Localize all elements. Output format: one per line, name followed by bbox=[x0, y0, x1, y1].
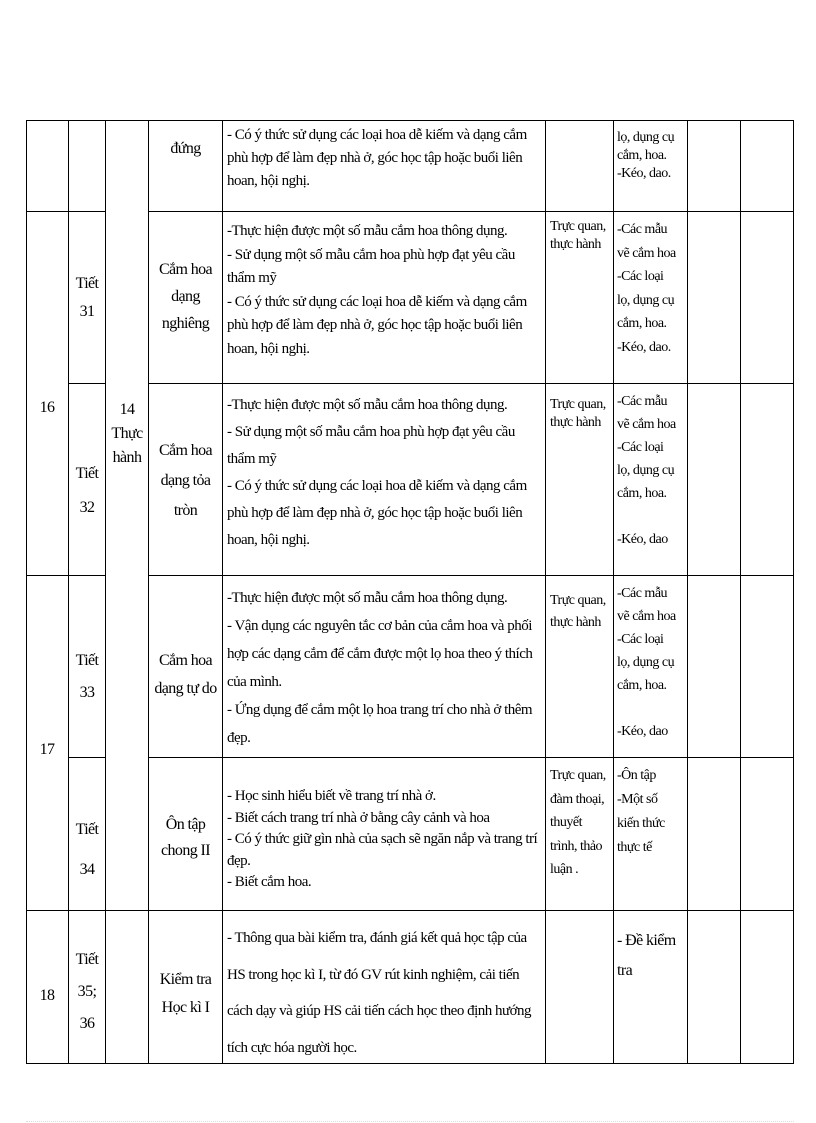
table-divider bbox=[545, 120, 546, 1064]
method-cell: Trực quan, thực hành bbox=[550, 593, 606, 630]
materials-cell: -Các mẫu vẽ cắm hoa -Các loại lọ, dụng cụ cắm, hoa. -Kéo, dao bbox=[617, 394, 676, 547]
table-divider bbox=[148, 211, 794, 212]
lesson-cell: Tiết 34 bbox=[75, 821, 99, 878]
content-cell: - Thông qua bài kiểm tra, đánh giá kết quả học tập của HS trong học kì I, từ đó GV rút kinh nghiệm, cải tiến cách dạy và giúp HS cải tiến cách học theo định hướng tích cực hóa người học. bbox=[227, 930, 532, 1056]
chapter-cell: 14 Thực hành bbox=[111, 401, 143, 466]
lesson-cell: Tiết 35; 36 bbox=[75, 951, 99, 1032]
table-divider bbox=[68, 120, 69, 1064]
topic-cell: Kiểm tra Học kì I bbox=[159, 971, 212, 1016]
content-cell: - Học sinh hiểu biết về trang trí nhà ở. - Biết cách trang trí nhà ở bằng cây cảnh và hoa - Có ý thức giữ gìn nhà của sạch sẽ ngăn nắp và trang trí đẹp. - Biết cắm hoa. bbox=[227, 788, 538, 890]
table-divider bbox=[26, 910, 794, 911]
materials-cell: - Đề kiểm tra bbox=[617, 932, 676, 979]
topic-cell: đứng bbox=[170, 140, 201, 157]
table-divider bbox=[222, 120, 223, 1064]
table-divider bbox=[613, 120, 614, 1064]
lesson-cell: Tiết 32 bbox=[75, 465, 99, 516]
materials-cell: -Các mẫu vẽ cắm hoa -Các loại lọ, dụng cụ cắm, hoa. -Kéo, dao. bbox=[617, 222, 676, 355]
topic-cell: Cắm hoa dạng tự do bbox=[154, 652, 217, 697]
content-cell: -Thực hiện được một số mẫu cắm hoa thông dụng. - Sử dụng một số mẫu cắm hoa phù hợp đạt yêu cầu thẩm mỹ - Có ý thức sử dụng các loại hoa dễ kiếm và dạng cắm phù hợp để làm đẹp nhà ở, góc học tập hoặc buổi liên hoan, hội nghị. bbox=[227, 223, 527, 357]
week-cell: 18 bbox=[39, 987, 55, 1004]
table-border bbox=[26, 120, 27, 1064]
page-bottom-rule bbox=[26, 1121, 794, 1122]
week-cell: 16 bbox=[39, 399, 55, 416]
topic-cell: Cắm hoa dạng tỏa tròn bbox=[158, 442, 213, 519]
table-border bbox=[793, 120, 794, 1064]
table-divider bbox=[148, 383, 794, 384]
lesson-cell: Tiết 31 bbox=[75, 275, 99, 320]
table-divider bbox=[148, 575, 794, 576]
topic-cell: Cắm hoa dạng nghiêng bbox=[158, 261, 213, 332]
materials-cell: -Ôn tập -Một số kiến thức thực tế bbox=[617, 768, 665, 855]
topic-cell: Ôn tập chong II bbox=[161, 816, 210, 859]
table-divider bbox=[26, 211, 105, 212]
method-cell: Trực quan, thực hành bbox=[550, 397, 606, 430]
table-divider bbox=[740, 120, 741, 1064]
table-border bbox=[26, 120, 794, 121]
content-cell: -Thực hiện được một số mẫu cắm hoa thông dụng. - Sử dụng một số mẫu cắm hoa phù hợp đạt yêu cầu thẩm mỹ - Có ý thức sử dụng các loại hoa dễ kiếm và dạng cắm phù hợp để làm đẹp nhà ở, góc học tập hoặc buổi liên hoan, hội nghị. bbox=[227, 397, 527, 548]
curriculum-table bbox=[26, 120, 794, 1064]
content-cell: - Có ý thức sử dụng các loại hoa dễ kiếm và dạng cắm phù hợp để làm đẹp nhà ở, góc học tập hoặc buổi liên hoan, hội nghị. bbox=[227, 127, 527, 189]
materials-cell: lọ, dụng cụ cắm, hoa. -Kéo, dao. bbox=[617, 130, 675, 181]
week-cell: 17 bbox=[39, 741, 55, 758]
materials-cell: -Các mẫu vẽ cắm hoa -Các loại lọ, dụng cụ cắm, hoa. -Kéo, dao bbox=[617, 586, 676, 739]
method-cell: Trực quan, thực hành bbox=[550, 219, 606, 252]
lesson-cell: Tiết 33 bbox=[75, 652, 99, 701]
table-divider bbox=[687, 120, 688, 1064]
table-divider bbox=[68, 757, 105, 758]
table-divider bbox=[68, 383, 105, 384]
table-divider bbox=[148, 757, 794, 758]
table-divider bbox=[105, 120, 106, 1064]
table-divider bbox=[26, 575, 105, 576]
method-cell: Trực quan, đàm thoại, thuyết trình, thảo luận . bbox=[550, 768, 606, 877]
content-cell: -Thực hiện được một số mẫu cắm hoa thông dụng. - Vận dụng các nguyên tắc cơ bản của cắm hoa và phối hợp các dạng cắm để cắm được một lọ hoa theo ý thích của mình. - Ứng dụng để cắm một lọ hoa trang trí cho nhà ở thêm đẹp. bbox=[227, 590, 533, 746]
